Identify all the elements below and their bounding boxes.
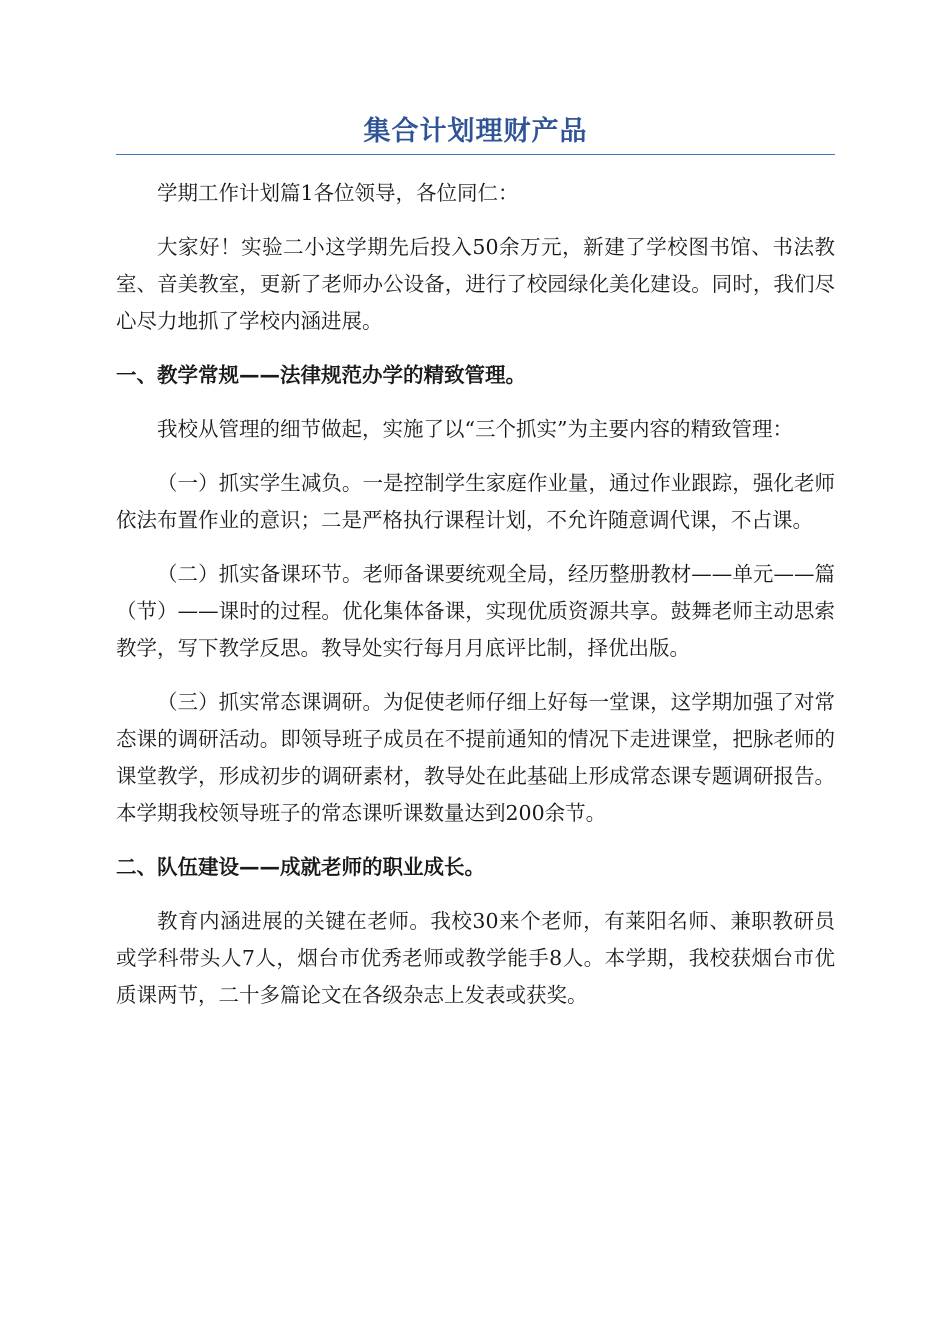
paragraph-management: 我校从管理的细节做起，实施了以“三个抓实”为主要内容的精致管理： xyxy=(157,417,793,441)
section-heading-2: 二、队伍建设——成就老师的职业成长。 xyxy=(116,855,485,879)
paragraph-item-2: （二）抓实备课环节。老师备课要统观全局，经历整册教材——单元——篇（节）——课时的过程。优化集体备课，实现优质资源共享。鼓舞老师主动思索教学，写下教学反思。教导处实行每月月底评比制，择优出版。 xyxy=(116,562,835,660)
document-page xyxy=(116,112,835,1031)
paragraph-greeting: 学期工作计划篇1各位领导，各位同仁： xyxy=(157,181,519,205)
section-heading-1: 一、教学常规——法律规范办学的精致管理。 xyxy=(116,363,526,387)
paragraph-intro: 大家好！实验二小这学期先后投入50余万元，新建了学校图书馆、书法教室、音美教室，更新了老师办公设备，进行了校园绿化美化建设。同时，我们尽心尽力地抓了学校内涵进展。 xyxy=(116,235,835,333)
paragraph-item-1: （一）抓实学生减负。一是控制学生家庭作业量，通过作业跟踪，强化老师依法布置作业的意识；二是严格执行课程计划，不允许随意调代课，不占课。 xyxy=(116,471,835,532)
document-title: 集合计划理财产品 xyxy=(363,116,588,147)
paragraph-item-3: （三）抓实常态课调研。为促使老师仔细上好每一堂课，这学期加强了对常态课的调研活动。即领导班子成员在不提前通知的情况下走进课堂，把脉老师的课堂教学，形成初步的调研素材，教导处在此基础上形成常态课专题调研报告。本学期我校领导班子的常态课听课数量达到200余节。 xyxy=(116,690,835,825)
title-underline xyxy=(116,154,835,155)
paragraph-team: 教育内涵进展的关键在老师。我校30来个老师，有莱阳名师、兼职教研员或学科带头人7人，烟台市优秀老师或教学能手8人。本学期，我校获烟台市优质课两节，二十多篇论文在各级杂志上发表或获奖。 xyxy=(116,909,835,1007)
